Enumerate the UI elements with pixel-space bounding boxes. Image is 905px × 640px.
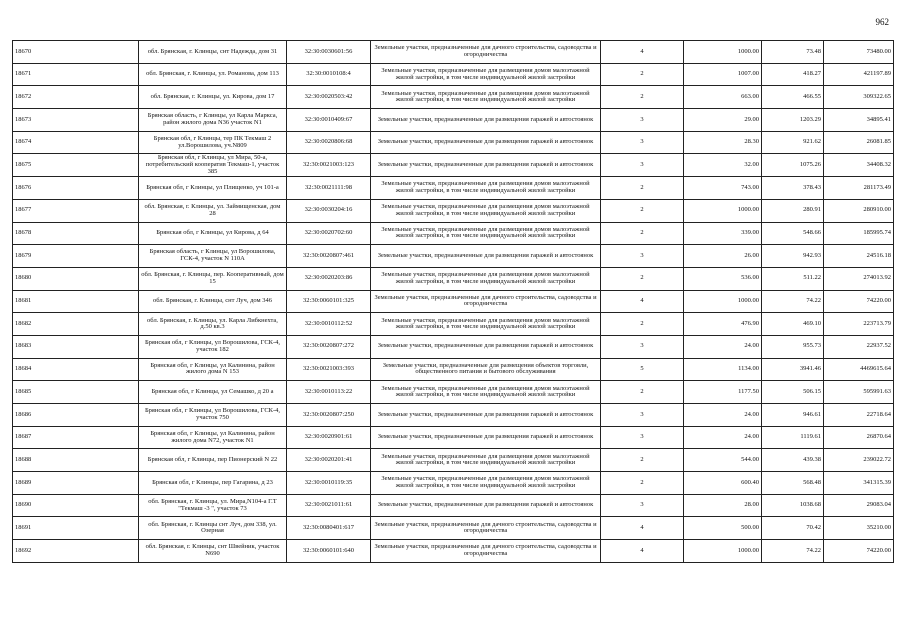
row-number: 18681 [13,290,139,313]
table-row [13,199,894,222]
row-number: 18687 [13,426,139,449]
table-row [13,494,894,517]
category-cell: 3 [601,154,684,177]
unit-price-cell: 70.42 [762,517,824,540]
area-cell: 536.00 [684,267,762,290]
address-cell: обл. Брянская, г. Клинцы, ул. Мира,N104-а Г.Т "Текмаш -3 ", участок 73 [139,494,287,517]
area-cell: 24.00 [684,404,762,427]
cadastral-value-cell: 34408.32 [824,154,894,177]
area-cell: 1000.00 [684,199,762,222]
area-cell: 26.00 [684,245,762,268]
unit-price-cell: 506.15 [762,381,824,404]
area-cell: 1000.00 [684,41,762,64]
permitted-use-cell: Земельные участки, предназначенные для дачного строительства, садоводства и огородничества [371,41,601,64]
category-cell: 2 [601,222,684,245]
category-cell: 2 [601,267,684,290]
address-cell: обл. Брянская, г. Клинцы, ул. Кирова, дом 17 [139,86,287,109]
permitted-use-cell: Земельные участки, предназначенные для размещения гаражей и автостоянок [371,245,601,268]
area-cell: 500.00 [684,517,762,540]
permitted-use-cell: Земельные участки, предназначенные для размещения гаражей и автостоянок [371,426,601,449]
permitted-use-cell: Земельные участки, предназначенные для размещения гаражей и автостоянок [371,404,601,427]
category-cell: 2 [601,177,684,200]
row-number: 18690 [13,494,139,517]
address-cell: Брянская обл, г Клинцы, ул Мира, 50-а, потребительский кооператив Текмаш-1, участок 385 [139,154,287,177]
category-cell: 4 [601,41,684,64]
unit-price-cell: 548.66 [762,222,824,245]
land-register-table [12,40,894,563]
cadastral-number-cell: 32:30:0010112:52 [287,313,371,336]
cadastral-value-cell: 309322.65 [824,86,894,109]
cadastral-number-cell: 32:30:0010119:35 [287,472,371,495]
address-cell: обл. Брянская, г. Клинцы, ул. Займищенская, дом 28 [139,199,287,222]
cadastral-value-cell: 239022.72 [824,449,894,472]
row-number: 18689 [13,472,139,495]
area-cell: 32.00 [684,154,762,177]
category-cell: 2 [601,472,684,495]
table-row [13,517,894,540]
address-cell: Брянская обл, г Клинцы, тер ПК Текмаш 2 ул.Ворошилова, уч.N809 [139,131,287,154]
unit-price-cell: 1119.61 [762,426,824,449]
address-cell: обл. Брянская, г. Клинцы, снт Луч, дом 346 [139,290,287,313]
table-row [13,426,894,449]
category-cell: 2 [601,449,684,472]
cadastral-number-cell: 32:30:0010409:67 [287,109,371,132]
table-row [13,267,894,290]
permitted-use-cell: Земельные участки, предназначенные для дачного строительства, садоводства и огородничества [371,290,601,313]
cadastral-number-cell: 32:30:0020203:86 [287,267,371,290]
permitted-use-cell: Земельные участки, предназначенные для размещения домов малоэтажной жилой застройки, в том числе индивидуальной жилой застройки [371,449,601,472]
cadastral-value-cell: 281173.49 [824,177,894,200]
unit-price-cell: 466.55 [762,86,824,109]
table-row [13,245,894,268]
table-row [13,358,894,381]
cadastral-value-cell: 35210.00 [824,517,894,540]
table-row [13,109,894,132]
address-cell: Брянская обл, г Клинцы, ул Калинина, район жилого дома N72, участок N1 [139,426,287,449]
table-row [13,290,894,313]
category-cell: 3 [601,426,684,449]
address-cell: Брянская обл, г Клинцы, пер Пионерский N 22 [139,449,287,472]
cadastral-value-cell: 26870.64 [824,426,894,449]
row-number: 18674 [13,131,139,154]
category-cell: 3 [601,131,684,154]
category-cell: 2 [601,381,684,404]
unit-price-cell: 511.22 [762,267,824,290]
unit-price-cell: 74.22 [762,290,824,313]
category-cell: 3 [601,494,684,517]
table-row [13,177,894,200]
category-cell: 3 [601,109,684,132]
unit-price-cell: 942.93 [762,245,824,268]
area-cell: 28.30 [684,131,762,154]
table-row [13,41,894,64]
cadastral-value-cell: 22937.52 [824,335,894,358]
unit-price-cell: 955.73 [762,335,824,358]
area-cell: 1000.00 [684,540,762,563]
table-row [13,404,894,427]
row-number: 18688 [13,449,139,472]
permitted-use-cell: Земельные участки, предназначенные для размещения объектов торговли, общественного питания и бытового обслуживания [371,358,601,381]
address-cell: Брянская обл, г Клинцы, ул Семашко, д 20 а [139,381,287,404]
table-row [13,335,894,358]
row-number: 18673 [13,109,139,132]
permitted-use-cell: Земельные участки, предназначенные для размещения гаражей и автостоянок [371,494,601,517]
cadastral-number-cell: 32:30:0020807:250 [287,404,371,427]
row-number: 18677 [13,199,139,222]
permitted-use-cell: Земельные участки, предназначенные для размещения гаражей и автостоянок [371,109,601,132]
permitted-use-cell: Земельные участки, предназначенные для размещения домов малоэтажной жилой застройки, в том числе индивидуальной жилой застройки [371,63,601,86]
cadastral-number-cell: 32:30:0021111:98 [287,177,371,200]
cadastral-value-cell: 73480.00 [824,41,894,64]
cadastral-value-cell: 34895.41 [824,109,894,132]
unit-price-cell: 3941.46 [762,358,824,381]
table-row [13,540,894,563]
cadastral-number-cell: 32:30:0030601:56 [287,41,371,64]
cadastral-value-cell: 341315.39 [824,472,894,495]
table-row [13,154,894,177]
area-cell: 339.00 [684,222,762,245]
category-cell: 4 [601,540,684,563]
table-row [13,86,894,109]
unit-price-cell: 469.10 [762,313,824,336]
unit-price-cell: 1038.68 [762,494,824,517]
address-cell: Брянская обл, г Клинцы, ул Кирова, д 64 [139,222,287,245]
row-number: 18684 [13,358,139,381]
category-cell: 3 [601,245,684,268]
permitted-use-cell: Земельные участки, предназначенные для дачного строительства, садоводства и огородничества [371,517,601,540]
row-number: 18672 [13,86,139,109]
unit-price-cell: 280.91 [762,199,824,222]
area-cell: 24.00 [684,426,762,449]
permitted-use-cell: Земельные участки, предназначенные для размещения домов малоэтажной жилой застройки, в том числе индивидуальной жилой застройки [371,313,601,336]
cadastral-number-cell: 32:30:0020807:461 [287,245,371,268]
area-cell: 1134.00 [684,358,762,381]
cadastral-value-cell: 29083.04 [824,494,894,517]
unit-price-cell: 378.43 [762,177,824,200]
cadastral-number-cell: 32:30:0060101:325 [287,290,371,313]
cadastral-value-cell: 74220.00 [824,290,894,313]
area-cell: 1000.00 [684,290,762,313]
area-cell: 1007.00 [684,63,762,86]
category-cell: 2 [601,63,684,86]
row-number: 18678 [13,222,139,245]
address-cell: Брянская область, г Клинцы, ул Карла Маркса, район жилого дома N36 участок N1 [139,109,287,132]
area-cell: 28.00 [684,494,762,517]
cadastral-number-cell: 32:30:0020702:60 [287,222,371,245]
cadastral-value-cell: 74220.00 [824,540,894,563]
address-cell: обл. Брянская, г. Клинцы снт Луч, дом 338, ул. Озерная [139,517,287,540]
cadastral-number-cell: 32:30:0020807:272 [287,335,371,358]
row-number: 18683 [13,335,139,358]
cadastral-value-cell: 280910.00 [824,199,894,222]
category-cell: 5 [601,358,684,381]
cadastral-number-cell: 32:30:0021003:393 [287,358,371,381]
permitted-use-cell: Земельные участки, предназначенные для размещения домов малоэтажной жилой застройки, в том числе индивидуальной жилой застройки [371,381,601,404]
row-number: 18680 [13,267,139,290]
cadastral-value-cell: 22718.64 [824,404,894,427]
cadastral-number-cell: 32:30:0030204:16 [287,199,371,222]
unit-price-cell: 921.62 [762,131,824,154]
category-cell: 3 [601,404,684,427]
category-cell: 2 [601,313,684,336]
permitted-use-cell: Земельные участки, предназначенные для размещения гаражей и автостоянок [371,335,601,358]
address-cell: Брянская обл, г Клинцы, ул Калинина, район жилого дома N 153 [139,358,287,381]
row-number: 18685 [13,381,139,404]
row-number: 18676 [13,177,139,200]
category-cell: 3 [601,335,684,358]
unit-price-cell: 418.27 [762,63,824,86]
area-cell: 743.00 [684,177,762,200]
category-cell: 4 [601,290,684,313]
area-cell: 544.00 [684,449,762,472]
address-cell: обл. Брянская, г. Клинцы, снт Надежда, дом 31 [139,41,287,64]
address-cell: Брянская обл, г Клинцы, пер Гагарина, д 23 [139,472,287,495]
table-row [13,472,894,495]
unit-price-cell: 1203.29 [762,109,824,132]
row-number: 18679 [13,245,139,268]
permitted-use-cell: Земельные участки, предназначенные для размещения домов малоэтажной жилой застройки, в том числе индивидуальной жилой застройки [371,86,601,109]
area-cell: 24.00 [684,335,762,358]
permitted-use-cell: Земельные участки, предназначенные для размещения домов малоэтажной жилой застройки, в том числе индивидуальной жилой застройки [371,267,601,290]
cadastral-value-cell: 421197.89 [824,63,894,86]
table-row [13,131,894,154]
row-number: 18692 [13,540,139,563]
row-number: 18686 [13,404,139,427]
cadastral-number-cell: 32:30:0021003:123 [287,154,371,177]
cadastral-number-cell: 32:30:0020201:41 [287,449,371,472]
cadastral-number-cell: 32:30:0010113:22 [287,381,371,404]
cadastral-value-cell: 223713.79 [824,313,894,336]
permitted-use-cell: Земельные участки, предназначенные для дачного строительства, садоводства и огородничества [371,540,601,563]
unit-price-cell: 73.48 [762,41,824,64]
address-cell: обл. Брянская, г. Клинцы, снт Швейник, участок N690 [139,540,287,563]
area-cell: 29.00 [684,109,762,132]
row-number: 18675 [13,154,139,177]
address-cell: обл. Брянская, г. Клинцы, пер. Кооперативный, дом 15 [139,267,287,290]
cadastral-number-cell: 32:30:0020503:42 [287,86,371,109]
unit-price-cell: 946.61 [762,404,824,427]
category-cell: 4 [601,517,684,540]
address-cell: Брянская область, г Клинцы, ул Ворошилова, ГСК-4, участок N 110А [139,245,287,268]
unit-price-cell: 74.22 [762,540,824,563]
row-number: 18682 [13,313,139,336]
unit-price-cell: 568.48 [762,472,824,495]
cadastral-value-cell: 595991.63 [824,381,894,404]
address-cell: обл. Брянская, г. Клинцы, ул. Карла Либкнехта, д.50 кв.3 [139,313,287,336]
table-row [13,313,894,336]
row-number: 18691 [13,517,139,540]
cadastral-value-cell: 274013.92 [824,267,894,290]
cadastral-value-cell: 24516.18 [824,245,894,268]
table-row [13,63,894,86]
cadastral-value-cell: 26081.85 [824,131,894,154]
address-cell: Брянская обл, г Клинцы, ул Ворошилова, ГСК-4, участок 750 [139,404,287,427]
permitted-use-cell: Земельные участки, предназначенные для размещения домов малоэтажной жилой застройки, в том числе индивидуальной жилой застройки [371,222,601,245]
area-cell: 476.90 [684,313,762,336]
table-row [13,449,894,472]
cadastral-value-cell: 185995.74 [824,222,894,245]
page-number: 962 [875,17,889,27]
cadastral-value-cell: 4469615.64 [824,358,894,381]
permitted-use-cell: Земельные участки, предназначенные для размещения домов малоэтажной жилой застройки, в том числе индивидуальной жилой застройки [371,177,601,200]
address-cell: обл. Брянская, г. Клинцы, ул. Романова, дом 113 [139,63,287,86]
permitted-use-cell: Земельные участки, предназначенные для размещения гаражей и автостоянок [371,131,601,154]
cadastral-number-cell: 32:30:0010108:4 [287,63,371,86]
table-row [13,222,894,245]
row-number: 18670 [13,41,139,64]
unit-price-cell: 439.38 [762,449,824,472]
category-cell: 2 [601,199,684,222]
cadastral-number-cell: 32:30:0020901:61 [287,426,371,449]
area-cell: 663.00 [684,86,762,109]
permitted-use-cell: Земельные участки, предназначенные для размещения домов малоэтажной жилой застройки, в том числе индивидуальной жилой застройки [371,199,601,222]
permitted-use-cell: Земельные участки, предназначенные для размещения домов малоэтажной жилой застройки, в том числе индивидуальной жилой застройки [371,472,601,495]
address-cell: Брянская обл, г Клинцы, ул Ворошилова, ГСК-4, участок 182 [139,335,287,358]
cadastral-number-cell: 32:30:0020806:68 [287,131,371,154]
unit-price-cell: 1075.26 [762,154,824,177]
table-body [13,41,894,563]
row-number: 18671 [13,63,139,86]
area-cell: 1177.50 [684,381,762,404]
address-cell: Брянская обл, г Клинцы, ул Плищенко, уч 101-а [139,177,287,200]
category-cell: 2 [601,86,684,109]
table-row [13,381,894,404]
area-cell: 600.40 [684,472,762,495]
cadastral-number-cell: 32:30:0060101:640 [287,540,371,563]
permitted-use-cell: Земельные участки, предназначенные для размещения гаражей и автостоянок [371,154,601,177]
cadastral-number-cell: 32:30:0021011:61 [287,494,371,517]
cadastral-number-cell: 32:30:0080401:617 [287,517,371,540]
